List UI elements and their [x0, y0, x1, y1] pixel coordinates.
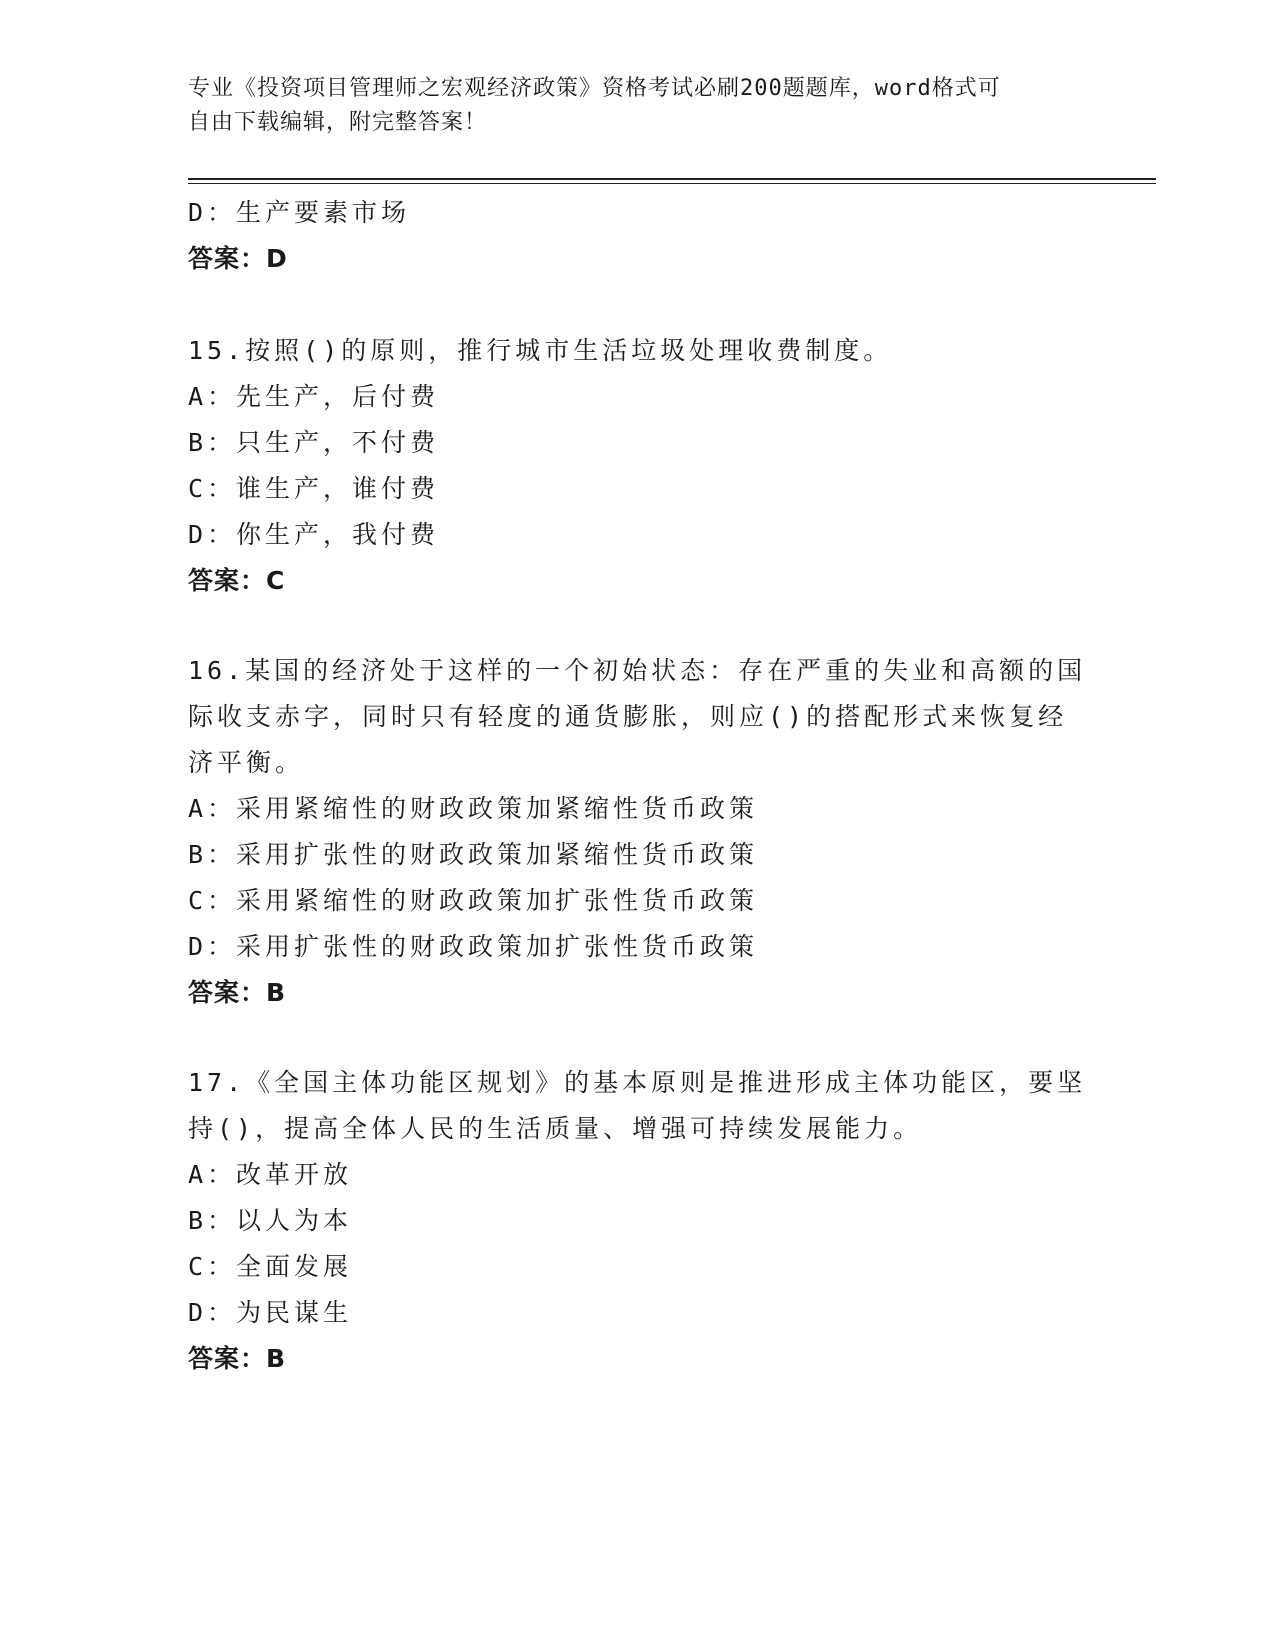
- option-b: B：以人为本: [188, 1206, 353, 1235]
- document-header: [188, 72, 1068, 140]
- option-b: B：采用扩张性的财政政策加紧缩性货币政策: [188, 840, 759, 869]
- question-15: [188, 328, 1088, 604]
- header-rule-thick: [188, 178, 1156, 180]
- question-stem-line-2: 持()，提高全体人民的生活质量、增强可持续发展能力。: [188, 1114, 923, 1143]
- option-b: B：只生产，不付费: [188, 428, 440, 457]
- option-c: C：谁生产，谁付费: [188, 474, 440, 503]
- answer-line: 答案：B: [188, 978, 287, 1007]
- question-16: [188, 648, 1088, 1016]
- question-stem-line-3: 济平衡。: [188, 748, 305, 777]
- question-stem-line-1: 16.某国的经济处于这样的一个初始状态：存在严重的失业和高额的国: [188, 656, 1087, 685]
- option-d: D：为民谋生: [188, 1298, 353, 1327]
- option-d: D：你生产，我付费: [188, 520, 440, 549]
- answer-line: 答案：C: [188, 566, 286, 595]
- question-stem: 15.按照()的原则，推行城市生活垃圾处理收费制度。: [188, 336, 893, 365]
- answer-line: 答案：B: [188, 1344, 287, 1373]
- option-a: A：采用紧缩性的财政政策加紧缩性货币政策: [188, 794, 759, 823]
- option-c: C：采用紧缩性的财政政策加扩张性货币政策: [188, 886, 759, 915]
- option-c: C：全面发展: [188, 1252, 353, 1281]
- option-a: A：改革开放: [188, 1160, 353, 1189]
- option-d: D：采用扩张性的财政政策加扩张性货币政策: [188, 932, 759, 961]
- header-line-1: 专业《投资项目管理师之宏观经济政策》资格考试必刷200题题库，word格式可: [188, 76, 1001, 101]
- answer-line: 答案：D: [188, 244, 288, 273]
- question-14-tail: [188, 190, 1088, 282]
- question-17: [188, 1060, 1088, 1382]
- question-stem-line-2: 际收支赤字，同时只有轻度的通货膨胀，则应()的搭配形式来恢复经: [188, 702, 1068, 731]
- header-rule-thin: [188, 183, 1156, 184]
- header-line-2: 自由下载编辑，附完整答案！: [188, 110, 488, 135]
- option-a: A：先生产，后付费: [188, 382, 440, 411]
- question-stem-line-1: 17.《全国主体功能区规划》的基本原则是推进形成主体功能区，要坚: [188, 1068, 1087, 1097]
- question-list: [188, 190, 1088, 1382]
- option-d: D：生产要素市场: [188, 198, 411, 227]
